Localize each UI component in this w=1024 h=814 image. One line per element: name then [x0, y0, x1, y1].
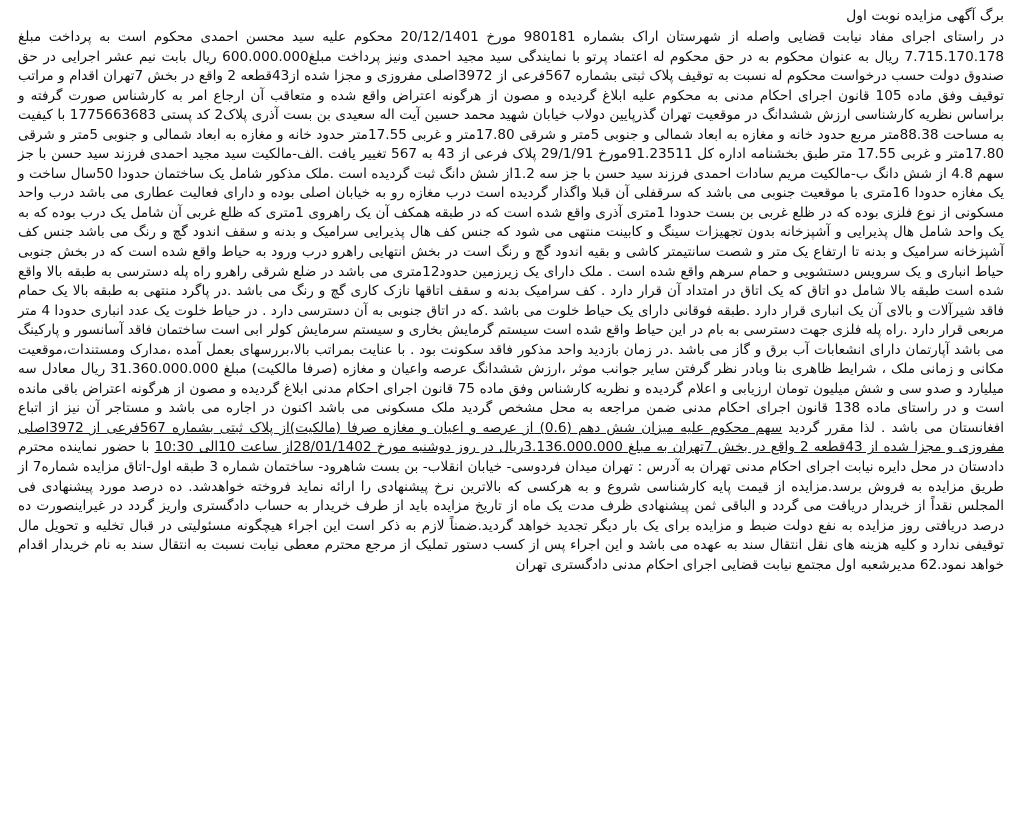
notice-body-part2: با حضور نماینده محترم دادستان در محل دایره نیابت اجرای احکام مدنی تهران به آدرس : تهران میدان فردوسی- خیابان انقلاب- بن بست شاهرود- ساختمان شماره 3 طبقه اول-اتاق مزایده شماره7 از طریق مزایده به فروش برسد.مزایده از قیمت پایه کارشناسی شروع و به هرکسی که بالاترین نرخ پیشنهادی را ارائه نماید فروخته خواهدشد. ده درصد مورد پیشنهادی فی المجلس نقداً از خریدار دریافت می گردد و الباقی ثمن پیشنهادی ظرف مدت یک ماه از تاریخ مزایده باید از طرف خریدار به حساب دادگستری واریز گردد در غیراینصورت ده درصد دریافتی روز مزایده به نفع دولت ضبط و مزایده برای یک بار دیگر تجدید خواهد گردید.ضمناً لازم به ذکر است این اجراء هیچگونه مسئولیتی در قبال تخلیه و تحویل مال توقیفی ندارد و کلیه هزینه های نقل انتقال سند به عهده می باشد و این اجراء پس از کسب دستور تملیک از مرجع محترم معطی نیابت نسبت به انتقال سند به نام خریدار اقدام خواهد نمود.62 مدیرشعبه اول مجتمع نیابت قضایی اجرای احکام مدنی دادگستری تهران — [18, 439, 1004, 573]
notice-title: برگ آگهی مزایده نوبت اول — [846, 8, 1004, 24]
notice-body — [18, 28, 1004, 575]
notice-auction-terms: سهم محکوم علیه میزان شش دهم (0.6) از عرصه و اعیان و مغازه صرفا (مالکیت)از پلاک ثبتی بشماره 567فرعی از 3972اصلی مفروزی و مجزا شده از 43قطعه 2 واقع در بخش 7تهران به مبلغ 3.136.000.000ریال در روز دوشنبه مورخ 28/01/1402از ساعت 10الی 10:30 — [18, 419, 1004, 456]
notice-body-part1: در راستای اجرای مفاد نیابت قضایی واصله از شهرستان اراک بشماره 980181 مورخ 20/12/1401 محکوم علیه سید محسن احمدی محکوم است به پرداخت مبلغ 7.715.170.178 ریال به عنوان محکوم به در حق محکوم له اعتماد پرتو با نمایندگی سید مجید احمدی ونیز پرداخت مبلغ600.000.000 ریال بابت نیم عشر اجرایی در حق صندوق دولت حسب درخواست محکوم له نسبت به توقیف پلاک ثبتی بشماره 567فرعی از 3972اصلی مفروزی و مجزا شده از43قطعه 2 واقع در بخش 7تهران اقدام و مراتب توقیف وفق ماده 105 قانون اجرای احکام مدنی به محکوم علیه ابلاغ گردیده و مصون از هرگونه اعتراض واقع شده و متعاقب آن ارجاع امر به کارشناس صورت گرفته و براساس نظریه کارشناسی ارزش ششدانگ در موقعیت تهران گذرپایین دولاب خیابان شهید محمد حسین آیت اله سعیدی بن بست آذری پلاک2 کد پستی 1775663683 با کیفیت به مساحت 88.38متر مربع حدود خانه و مغازه به ابعاد شمالی و جنوبی 5متر و شرقی 17.80متر و غربی 17.55متر حدود خانه و مغازه به ابعاد شمالی و جنوبی 5متر و شرقی 17.80متر و غربی 17.55 متر طبق بخشنامه اداره کل 91.23511مورخ 29/1/91 پلاک فرعی از 43 به 567 تغییر یافت .الف-مالکیت سید مجید احمدی فرزند سید حسن با جز سهم 4.8 از شش دانگ ب-مالکیت مریم سادات احمدی فرزند سید حسن با جز سه 1.2از شش دانگ ثبت گردیده است .ملک مذکور شامل یک ساختمان حدودا 50سال ساخت و یک مغازه حدودا 16متری با موقعیت جنوبی می باشد که سرقفلی آن قبلا واگذار گردیده است درب مغازه رو به خیابان اصلی بوده و دارای فعالیت عطاری می باشد درب واحد مسکونی از نوع فلزی بوده که در ظلع غربی بن بست حدودا 1متری آذری واقع شده است که در طبقه همکف آن یک راهروی 1متری که ظلع غربی آن شامل یک درب بوده که به یک واحد شامل هال پذیرایی و آشپزخانه بدون تجهیزات سینگ و کابینت منتهی می شود که جنس کف هال پذیرایی سرامیک و بدنه و سقف اندود گچ و رنگ می باشد جنس کف آشپزخانه سرامیک و بدنه تا ارتفاع یک متر و شصت سانتیمتر کاشی و بقیه اندود گچ و رنگ است در بخش انتهایی راهرو درب ورود به حیاط واقع شده است که در بخش جنوبی حیاط انباری و یک سرویس دستشویی و حمام سرهم واقع شده است . ملک دارای یک زیرزمین حدود12متری می باشد در ضلع شرقی راهرو راه پله دسترسی به طبقه بالا واقع شده است طبقه بالا شامل دو اتاق که یک اتاق در امتداد آن قرار دارد . کف سرامیک بدنه و سقف اتاقها نازک کاری گچ و رنگ می باشد .در پاگرد منتهی به طبقه بالا یک حمام فاقد شیرآلات و بالای آن یک انباری قرار دارد .طبقه فوقانی دارای یک حیاط خلوت می باشد .که در اتاق جنوبی به آن دسترسی دارد . در حیاط خلوت یک عدد انباری حدودا 4 متر مربعی قرار دارد .راه پله فلزی جهت دسترسی به بام در این حیاط واقع شده است سیستم گرمایش بخاری و سیستم سرمایش کولر ابی است ساختمان فاقد آسانسور و پارکینگ می باشد آپارتمان دارای انشعابات آب برق و گاز می باشد .در زمان بازدید واحد مذکور فاقد سکونت بود . با عنایت بمراتب بالا،بررسهای بعمل آمده ،مدارک ومستندات،موقعیت مکانی و زمانی ملک ، شرایط ظاهری بنا وبادر نظر گرفتن سایر جوانب موثر ،ارزش ششدانگ عرصه واعیان و مغازه (صرفا مالکیت) مبلغ 31.360.000.000 ریال معادل سه میلیارد و صدو سی و شش میلیون تومان ارزیابی و اعلام گردیده و نظریه کارشناس وفق ماده 75 قانون اجرای احکام مدنی ابلاغ گردیده و مصون از هرگونه اعتراض باقی مانده است و در راستای ماده 138 قانون اجرای احکام مدنی ضمن مراجعه به محل مشخص گردید ملک مسکونی می باشد اکنون در اجاره می باشد و مستاجر آن نیز از اتباع افغانستان می باشد . لذا مقرر گردید — [18, 29, 1005, 436]
auction-notice — [18, 6, 1004, 808]
